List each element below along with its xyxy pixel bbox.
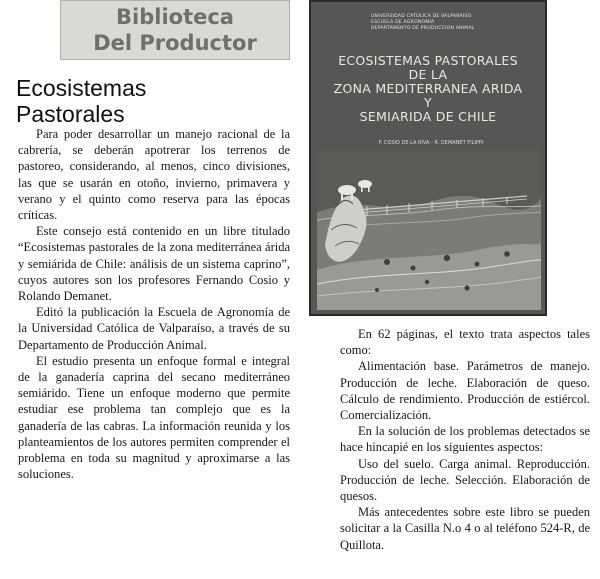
cover-title-line: ECOSISTEMAS PASTORALES bbox=[338, 53, 518, 68]
cover-title bbox=[321, 54, 535, 124]
cover-publisher-line: DEPARTAMENTO DE PRODUCCION ANIMAL bbox=[371, 26, 475, 31]
cover-title-line: SEMIARIDA DE CHILE bbox=[359, 109, 497, 124]
cover-title-line: ZONA MEDITERRANEA ARIDA bbox=[333, 81, 523, 96]
article-title-line-2: Pastorales bbox=[16, 101, 125, 127]
body-paragraph: Alimentación base. Parámetros de manejo. Producción de leche. Elaboración de queso. Cálculo de rendimiento. Producción de estiércol. Comercialización. bbox=[340, 359, 590, 423]
body-paragraph: Uso del suelo. Carga animal. Reproducción. Producción de leche. Selección. Elaboración de quesos. bbox=[340, 456, 590, 504]
cover-illustration bbox=[317, 150, 541, 310]
cover-title-line: Y bbox=[424, 95, 432, 110]
body-paragraph: Para poder desarrollar un manejo racional de la cabrería, se deberán apotrerar los terrenos de pastoreo, considerando, al menos, cinco divisiones, las que se usarán en otoño, invierno, primavera y verano y el quinto como reserva para las épocas críticas. bbox=[18, 127, 290, 223]
book-cover-image bbox=[309, 0, 547, 316]
body-paragraph: El estudio presenta un enfoque formal e integral de la ganadería caprina del secano mediterráneo semiárido. Tiene un enfoque moderno que permite estudiar ese problema tan complejo que es la ganadería de las cabras. La información reunida y los planteamientos de los autores permiten comprender el problema en toda su magnitud y aproximarse a las soluciones. bbox=[18, 353, 290, 482]
right-column bbox=[340, 326, 590, 553]
body-paragraph: Editó la publicación la Escuela de Agronomía de la Universidad Católica de Valparaíso, a través de su Departamento de Producción Animal. bbox=[18, 305, 290, 352]
cover-title-line: DE LA bbox=[408, 67, 448, 82]
cover-publisher-line: ESCUELA DE AGRONOMIA bbox=[371, 20, 435, 25]
body-paragraph: En 62 páginas, el texto trata aspectos tales como: bbox=[340, 327, 590, 358]
section-header-box bbox=[60, 0, 290, 60]
cover-publisher bbox=[371, 14, 521, 32]
article-title bbox=[16, 75, 306, 127]
section-header-line-1: Biblioteca bbox=[116, 5, 234, 29]
cover-authors: F. COSIO DE LA RIVA - R. DEMANET FILIPPI bbox=[378, 140, 484, 146]
section-header-line-2: Del Productor bbox=[93, 31, 257, 55]
left-column bbox=[18, 126, 290, 482]
cover-publisher-line: UNIVERSIDAD CATOLICA DE VALPARAISO bbox=[371, 14, 472, 19]
body-paragraph: Más antecedentes sobre este libro se pueden solicitar a la Casilla N.o 4 o al teléfono 524-R, de Quillota. bbox=[340, 505, 590, 552]
body-paragraph: En la solución de los problemas detectados se hace hincapié en los siguientes aspectos: bbox=[340, 424, 590, 455]
body-paragraph: Este consejo está contenido en un libre titulado “Ecosistemas pastorales de la zona mediterránea árida y semiárida de Chile: análisis de un sistema caprino”, cuyos autores son los profesores Fernando Cosio y Rolando Demanet. bbox=[18, 224, 290, 304]
article-title-line-1: Ecosistemas bbox=[16, 75, 147, 101]
